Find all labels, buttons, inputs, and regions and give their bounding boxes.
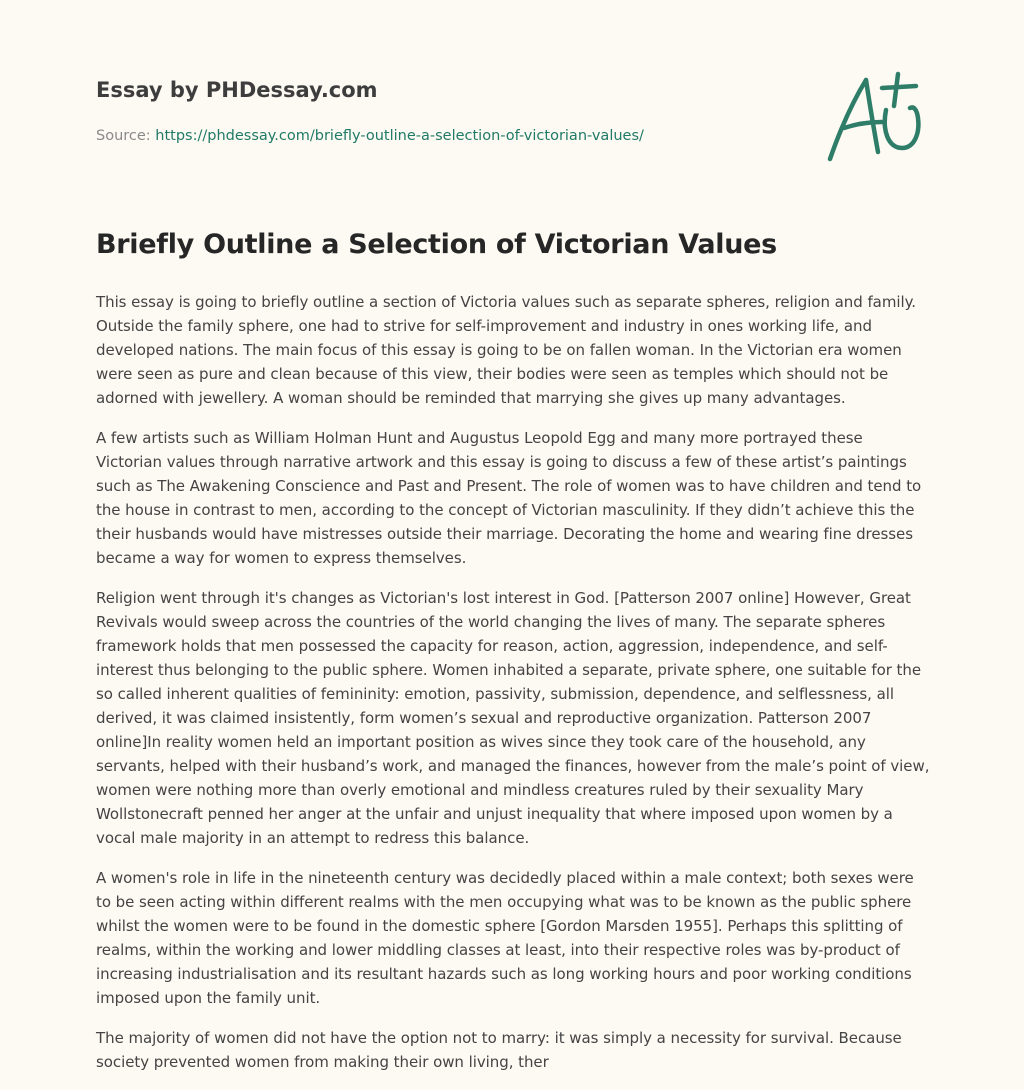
essay-content — [96, 226, 932, 1090]
essay-paragraph: A few artists such as William Holman Hunt and Augustus Leopold Egg and many more portrayed these Victorian values through narrative artwork and this essay is going to discuss a few of these artist’s paintings such as The Awakening Conscience and Past and Present. The role of women was to have children and tend to the house in contrast to men, according to the concept of Victorian masculinity. If they didn’t achieve this the their husbands would have mistresses outside their marriage. Decorating the home and wearing fine dresses became a way for women to express themselves. — [96, 429, 922, 567]
essay-paragraph: This essay is going to briefly outline a section of Victoria values such as separate spheres, religion and family. Outside the family sphere, one had to strive for self-improvement and industry in ones working life, and developed nations. The main focus of this essay is going to be on fallen woman. In the Victorian era women were seen as pure and clean because of this view, their bodies were seen as temples which should not be adorned with jewellery. A woman should be reminded that marrying she gives up many advantages. — [96, 293, 917, 407]
essay-title: Briefly Outline a Selection of Victorian Values — [96, 229, 777, 260]
essay-paragraph: Religion went through it's changes as Victorian's lost interest in God. [Patterson 2007 online] However, Great Revivals would sweep across the countries of the world changing the lives of many. The separate spheres framework holds that men possessed the capacity for reason, action, aggression, independence, and self-interest thus belonging to the public sphere. Women inhabited a separate, private sphere, one suitable for the so called inherent qualities of femininity: emotion, passivity, submission, dependence, and selflessness, all derived, it was claimed insistently, form women’s sexual and reproductive organization. Patterson 2007 online]In reality women held an important position as wives since they took care of the household, any servants, helped with their husband’s work, and managed the finances, however from the male’s point of view, women were nothing more than overly emotional and mindless creatures ruled by their sexuality Mary Wollstonecraft penned her anger at the unfair and unjust inequality that where imposed upon women by a vocal male majority in an attempt to redress this balance. — [96, 589, 930, 847]
source-label: Source: — [96, 128, 156, 144]
source-line — [96, 126, 796, 146]
site-title: Essay by PHDessay.com — [96, 78, 378, 102]
page-header — [96, 76, 796, 146]
source-link[interactable]: https://phdessay.com/briefly-outline-a-selection-of-victorian-values/ — [155, 128, 644, 144]
essay-paragraph: The majority of women did not have the option not to marry: it was simply a necessity for survival. Because society prevented women from making their own living, ther — [96, 1029, 902, 1071]
essay-paragraph: A women's role in life in the nineteenth century was decidedly placed within a male context; both sexes were to be seen acting within different realms with the men occupying what was to be known as the public sphere whilst the women were to be found in the domestic sphere [Gordon Marsden 1955]. Perhaps this splitting of realms, within the working and lower middling classes at least, into their respective roles was by-product of increasing industrialisation and its resultant hazards such as long working hours and poor working conditions imposed upon the family unit. — [96, 869, 914, 1007]
a-plus-grade-icon — [822, 64, 930, 168]
